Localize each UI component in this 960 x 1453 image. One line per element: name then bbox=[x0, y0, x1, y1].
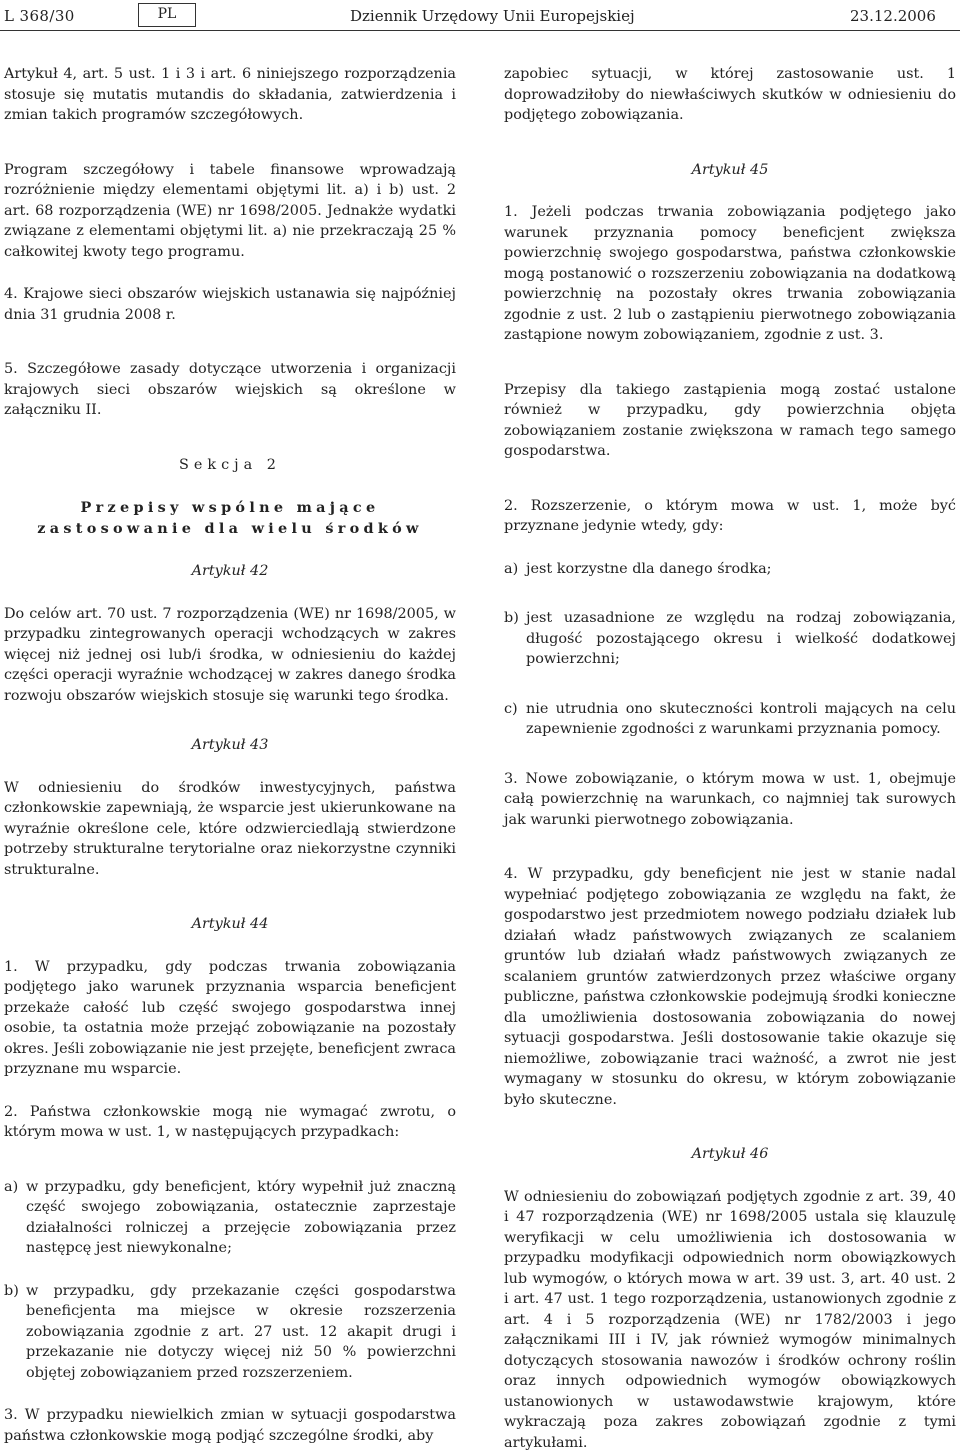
paragraph: 3. W przypadku niewielkich zmian w sytuacji gospodarstwa państwa członkowskie mogą podjąć szczególne środki, aby bbox=[4, 1405, 456, 1446]
list-label: a) bbox=[504, 559, 526, 580]
publication-date: 23.12.2006 bbox=[850, 6, 936, 27]
paragraph: Program szczegółowy i tabele finansowe wprowadzają rozróżnienie między elementami objętymi lit. a) i b) ust. 2 art. 68 rozporządzenia (WE) nr 1698/2005. Jednakże wydatki związane z elementami objętymi lit. a) nie przekraczają 25 % całkowitej kwoty tego programu. bbox=[4, 160, 456, 263]
paragraph: 1. W przypadku, gdy podczas trwania zobowiązania podjętego jako warunek przyznania wsparcia beneficjent przekaże całość lub część swojego gospodarstwa innej osobie, ta ostatnia może przejąć zobowiązanie na pozostały okres. Jeśli zobowiązanie nie jest przejęte, beneficjent zwraca przyznane mu wsparcie. bbox=[4, 957, 456, 1080]
list-item bbox=[4, 1177, 456, 1259]
language-badge: PL bbox=[138, 3, 196, 27]
paragraph: 4. W przypadku, gdy beneficjent nie jest w stanie nadal wypełniać podjętego zobowiązania ze względu na fakt, że gospodarstwo jest przedmiotem nowego podziału działek lub działań władz państwowych związanych ze scalaniem gruntów lub działań władz państwowych związanych ze scalaniem gruntów zatwierdzonych przez właściwe organy publiczne, państwa członkowskie podejmują środki konieczne dla umożliwienia dostosowania zobowiązania do nowej sytuacji gospodarstwa. Jeśli dostosowanie takie okazuje się niemożliwe, zobowiązanie traci ważność, a zwrot nie jest wymagany w stosunku do okresu, w którym zobowiązanie było skuteczne. bbox=[504, 864, 956, 1110]
article-heading: Artykuł 42 bbox=[4, 561, 456, 582]
page-number: L 368/30 bbox=[4, 6, 75, 27]
list-label: c) bbox=[504, 699, 526, 740]
list-text: nie utrudnia ono skuteczności kontroli mających na celu zapewnienie zgodności z warunkami przyznania pomocy. bbox=[526, 699, 956, 740]
journal-title: Dziennik Urzędowy Unii Europejskiej bbox=[350, 6, 635, 27]
left-column bbox=[4, 64, 456, 1446]
list-text: jest korzystne dla danego środka; bbox=[526, 559, 956, 580]
article-heading: Artykuł 46 bbox=[504, 1144, 956, 1165]
list-item bbox=[504, 608, 956, 670]
article-heading: Artykuł 45 bbox=[504, 160, 956, 181]
list-item bbox=[4, 1281, 456, 1384]
paragraph: 4. Krajowe sieci obszarów wiejskich ustanawia się najpóźniej dnia 31 grudnia 2008 r. bbox=[4, 284, 456, 325]
paragraph: 2. Państwa członkowskie mogą nie wymagać zwrotu, o którym mowa w ust. 1, w następujących przypadkach: bbox=[4, 1102, 456, 1143]
article-heading: Artykuł 43 bbox=[4, 735, 456, 756]
paragraph: zapobiec sytuacji, w której zastosowanie ust. 1 doprowadziłoby do niewłaściwych skutków w odniesieniu do podjętego zobowiązania. bbox=[504, 64, 956, 126]
paragraph: Artykuł 4, art. 5 ust. 1 i 3 i art. 6 niniejszego rozporządzenia stosuje się mutatis mutandis do składania, zatwierdzenia i zmian takich programów szczegółowych. bbox=[4, 64, 456, 126]
paragraph: 3. Nowe zobowiązanie, o którym mowa w ust. 1, obejmuje całą powierzchnię na warunkach, co najmniej tak surowych jak warunki pierwotnego zobowiązania. bbox=[504, 769, 956, 831]
paragraph: 1. Jeżeli podczas trwania zobowiązania podjętego jako warunek przyznania pomocy beneficjent zwiększa powierzchnię swojego gospodarstwa, państwa członkowskie mogą postanowić o rozszerzeniu zobowiązania na dodatkową powierzchnię na pozostały okres trwania zobowiązania zgodnie z ust. 2 lub o zastąpieniu pierwotnego zobowiązania zastąpione nowym zobowiązaniem, zgodnie z ust. 3. bbox=[504, 202, 956, 346]
right-column bbox=[504, 64, 956, 1453]
list-text: w przypadku, gdy beneficjent, który wypełnił już znaczną część swojego zobowiązania, ostatecznie zaprzestaje działalności rolniczej a przejęcie zobowiązania przez następcę jest niewykonalne; bbox=[26, 1177, 456, 1259]
section-title: Przepisy wspólne mające zastosowanie dla wielu środków bbox=[4, 497, 456, 539]
list-text: w przypadku, gdy przekazanie części gospodarstwa beneficjenta ma miejsce w okresie rozszerzenia zobowiązania zgodnie z art. 27 ust. 12 akapit drugi i przekazanie nie dotyczy więcej niż 50 % powierzchni objętej zobowiązaniem przed rozszerzeniem. bbox=[26, 1281, 456, 1384]
list-label: b) bbox=[4, 1281, 26, 1384]
header-rule bbox=[0, 30, 960, 31]
list-label: a) bbox=[4, 1177, 26, 1259]
paragraph: 2. Rozszerzenie, o którym mowa w ust. 1, może być przyznane jedynie wtedy, gdy: bbox=[504, 496, 956, 537]
article-heading: Artykuł 44 bbox=[4, 914, 456, 935]
list-label: b) bbox=[504, 608, 526, 670]
paragraph: W odniesieniu do środków inwestycyjnych, państwa członkowskie zapewniają, że wsparcie jest ukierunkowane na wyraźnie określone cele, które odzwierciedlają stwierdzone potrzeby strukturalne terytorialne oraz niekorzystne czynniki strukturalne. bbox=[4, 778, 456, 881]
section-number: Sekcja 2 bbox=[4, 455, 456, 476]
page-header bbox=[0, 0, 960, 32]
list-text: jest uzasadnione ze względu na rodzaj zobowiązania, długość pozostającego okresu i wielkość dodatkowej powierzchni; bbox=[526, 608, 956, 670]
list-item bbox=[504, 699, 956, 740]
list-item bbox=[504, 559, 956, 580]
paragraph: 5. Szczegółowe zasady dotyczące utworzenia i organizacji krajowych sieci obszarów wiejskich są określone w załączniku II. bbox=[4, 359, 456, 421]
paragraph: W odniesieniu do zobowiązań podjętych zgodnie z art. 39, 40 i 47 rozporządzenia (WE) nr 1698/2005 ustala się klauzulę weryfikacji w celu umożliwienia ich dostosowania w przypadku modyfikacji odpowiednich norm obowiązkowych lub wymogów, o których mowa w art. 39 ust. 3, art. 40 ust. 2 i art. 47 ust. 1 tego rozporządzenia, ustanowionych zgodnie z art. 4 i 5 rozporządzenia (WE) nr 1782/2003 i jego załącznikami III i IV, jak również wymogów minimalnych dotyczących stosowania nawozów i środków ochrony roślin oraz innych odpowiednich wymogów obowiązkowych ustanowionych w ustawodawstwie krajowym, które wykraczają poza zakres zobowiązań zgodnie z tymi artykułami. bbox=[504, 1187, 956, 1453]
paragraph: Przepisy dla takiego zastąpienia mogą zostać ustalone również w przypadku, gdy powierzchnia objęta zobowiązaniem zostanie zwiększona w ramach tego samego gospodarstwa. bbox=[504, 380, 956, 462]
paragraph: Do celów art. 70 ust. 7 rozporządzenia (WE) nr 1698/2005, w przypadku zintegrowanych operacji wchodzących w zakres więcej niż jednej osi lub/i środka, w odniesieniu do każdej części operacji wyraźnie wchodzącej w zakres danego środka rozwoju obszarów wiejskich stosuje się warunki tego środka. bbox=[4, 604, 456, 707]
